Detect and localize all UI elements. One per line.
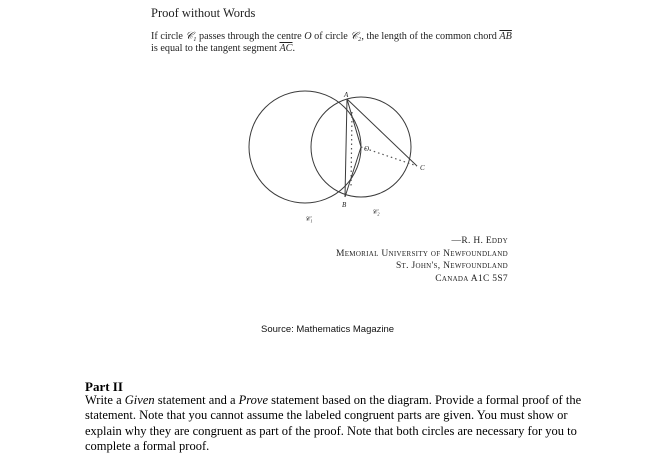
tangent-segment-ac — [347, 99, 417, 166]
label-b: B — [342, 201, 347, 209]
part-instructions — [85, 393, 585, 454]
instruction-text: statement based on the diagram. Provide a formal proof of the statement. Note that you cannot assume the labeled congruent parts are given. You must show or explain why they are congruent as part of the proof. Note that both circles are necessary for you to complete a formal proof. — [85, 393, 582, 453]
common-chord-ab — [345, 99, 347, 197]
given-keyword: Given — [124, 393, 155, 407]
statement-text: , the length of the common chord — [361, 31, 500, 42]
label-circle2: 𝒞₂ — [372, 208, 380, 216]
circle2-symbol: 𝒞₂ — [350, 31, 362, 42]
statement-text: . — [292, 42, 296, 54]
center-symbol: O — [304, 31, 312, 42]
dotted-segment-oc — [361, 147, 417, 166]
page-title: Proof without Words — [151, 6, 256, 20]
author-country: Canada A1C 5S7 — [435, 273, 508, 284]
segment-ob — [345, 147, 361, 197]
author-institution: Memorial University of Newfoundland — [335, 248, 508, 259]
label-o: O — [364, 145, 370, 153]
label-a: A — [344, 91, 349, 99]
statement-text: of circle — [311, 31, 351, 42]
author-city: St. John's, Newfoundland — [395, 261, 508, 271]
statement-text: passes through the centre — [196, 31, 305, 42]
author-name: —R. H. Eddy — [451, 236, 508, 246]
chord-symbol: $\overline{AB}$ — [499, 31, 512, 42]
circle-c1 — [249, 91, 361, 203]
statement-text: is equal to the tangent segment — [151, 42, 280, 54]
part-heading: Part II — [85, 379, 123, 394]
label-circle1: 𝒞₁ — [305, 215, 313, 223]
label-c: C — [420, 164, 425, 172]
prove-keyword: Prove — [238, 393, 269, 407]
instruction-text: statement and a — [154, 393, 239, 407]
tangent-symbol: $\overline{AC}$ — [279, 42, 293, 54]
statement-text: If circle — [151, 31, 186, 42]
circle1-symbol: 𝒞₁ — [185, 31, 197, 42]
author-signature — [336, 235, 508, 285]
instruction-text: Write a — [85, 393, 125, 407]
source-citation: Source: Mathematics Magazine — [261, 324, 395, 335]
